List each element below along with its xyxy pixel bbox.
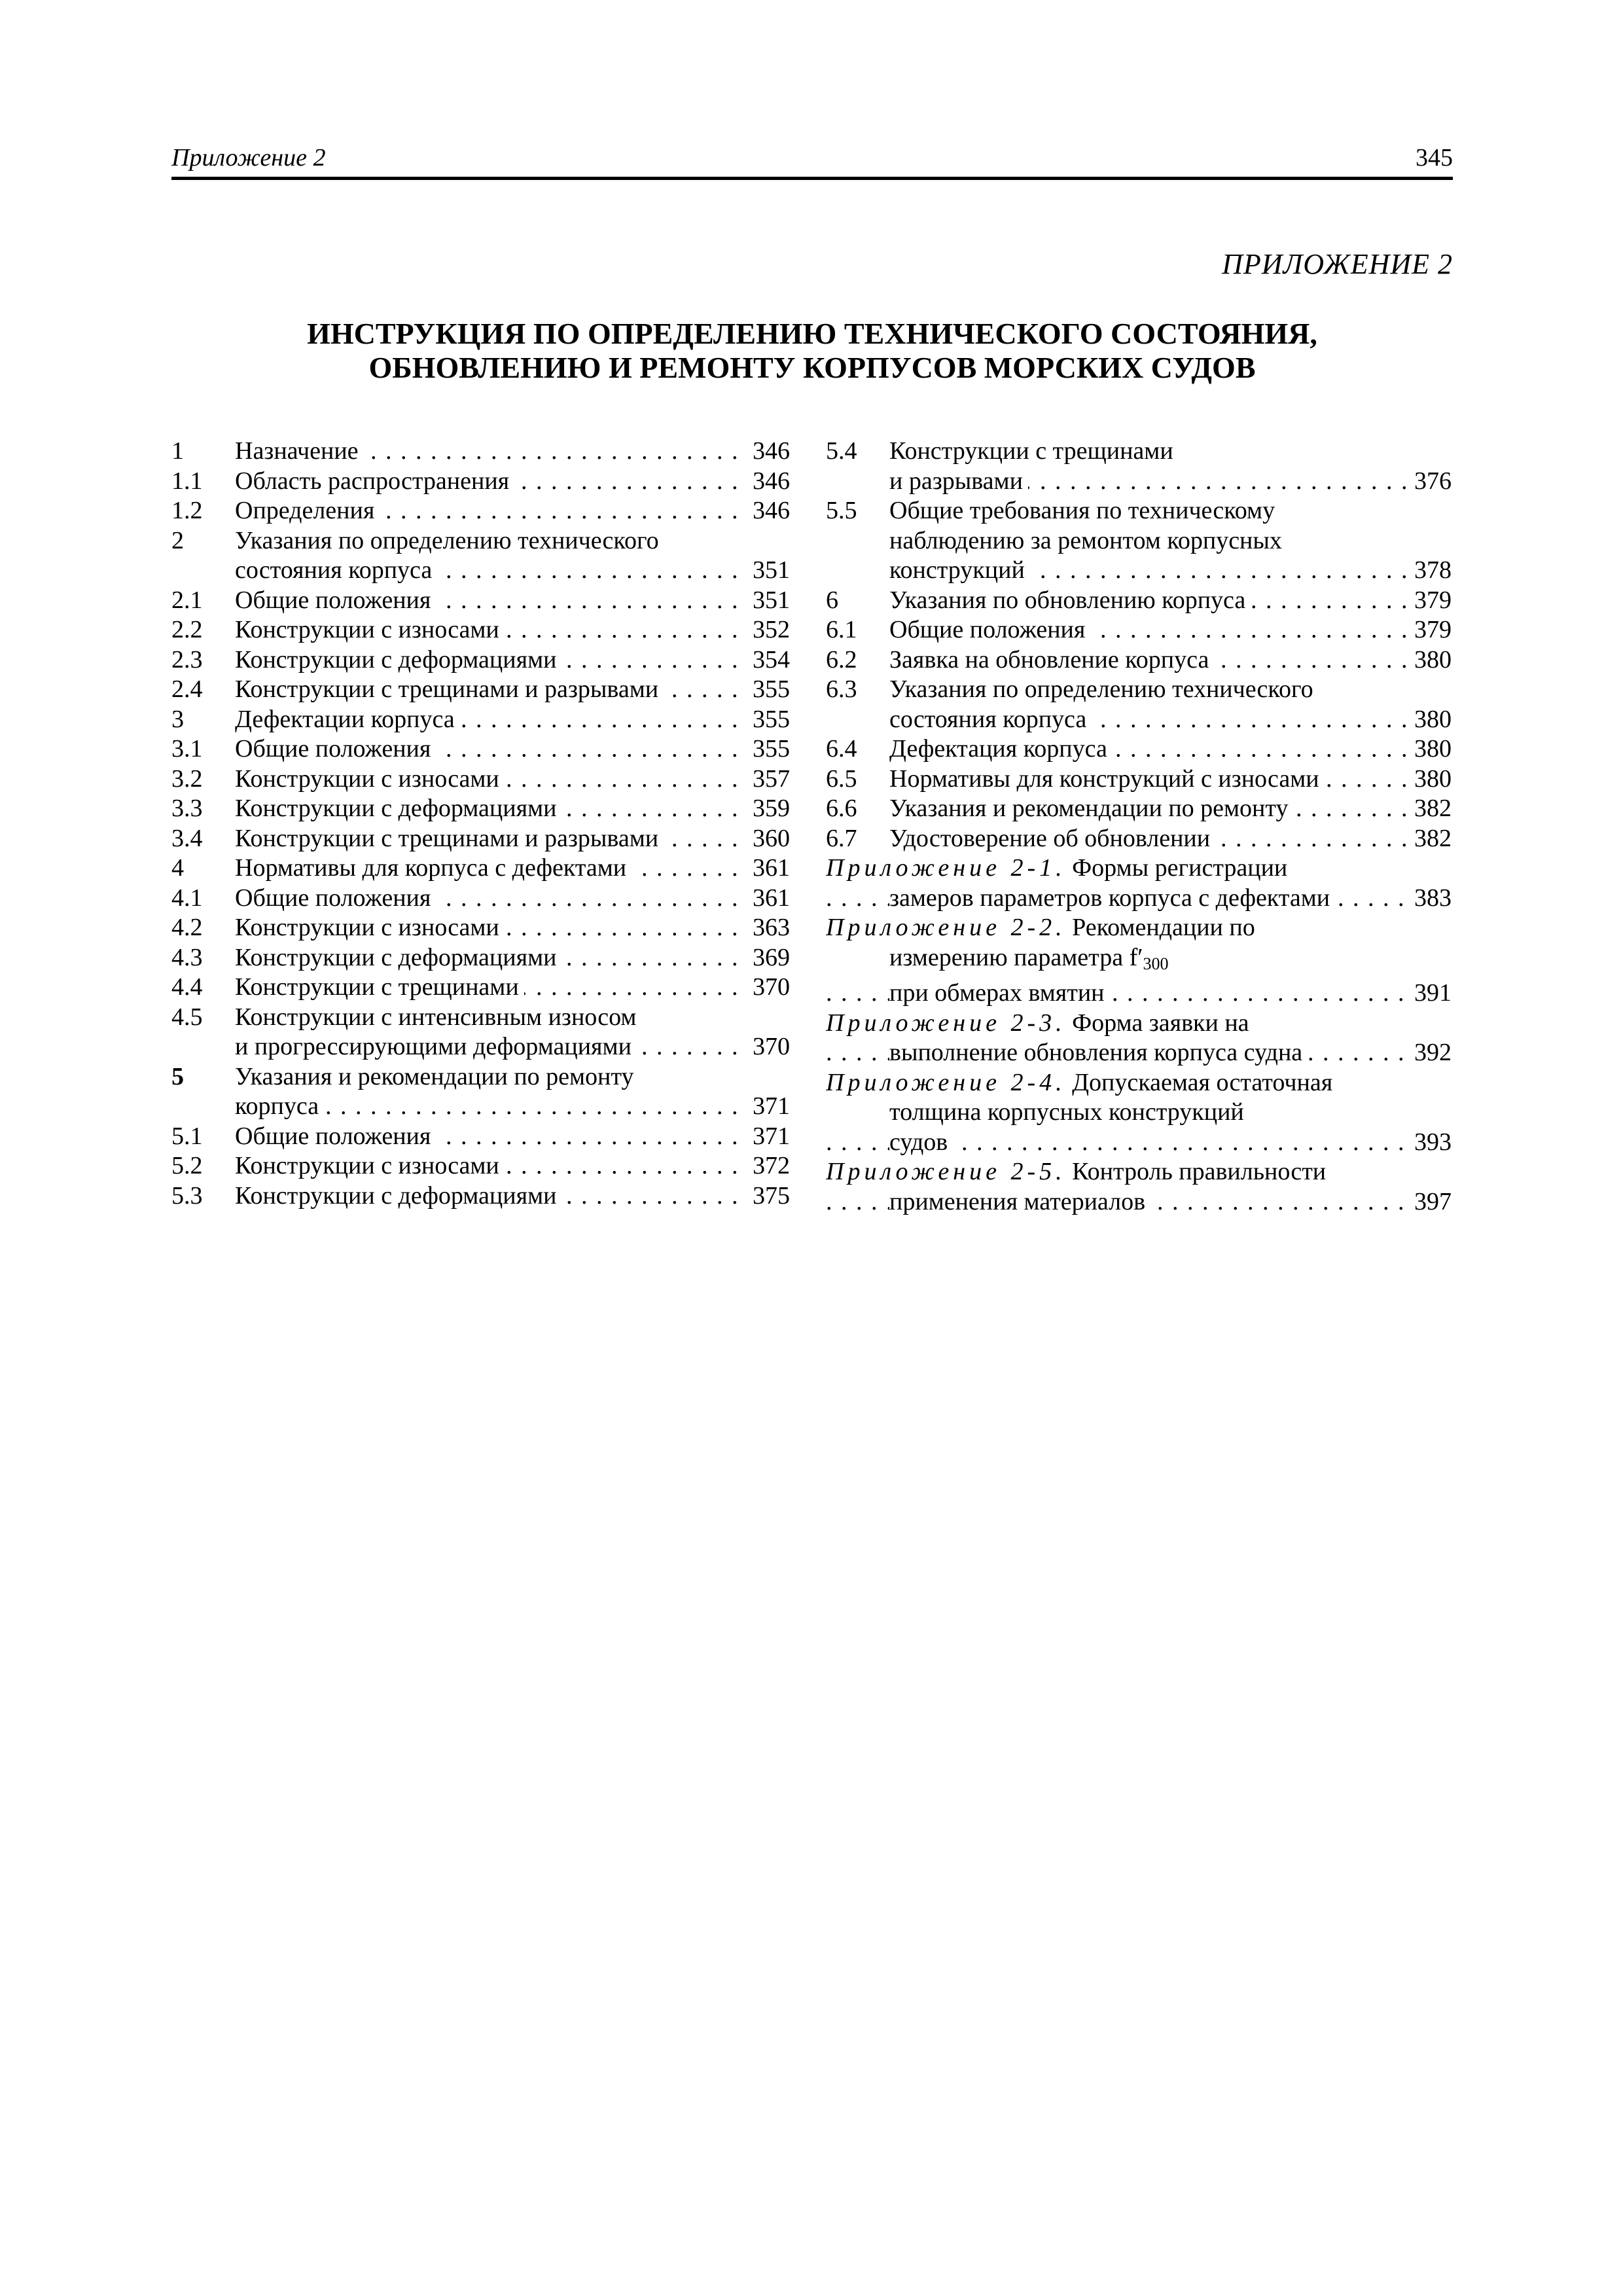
appendix-entry[interactable]	[826, 1009, 1452, 1039]
toc-entry-number: 1.1	[171, 467, 203, 495]
running-header-title: Приложение 2	[171, 144, 326, 171]
appendix-title-line-3: при обмерах вмятин	[889, 979, 1110, 1007]
toc-entry-title	[235, 734, 744, 764]
appendix-entry-title	[826, 978, 1406, 1009]
toc-entry[interactable]	[171, 615, 790, 645]
appendix-entry[interactable]	[826, 853, 1452, 884]
toc-entry[interactable]	[826, 645, 1452, 675]
appendix-entry[interactable]	[826, 913, 1452, 943]
toc-entry-title	[235, 1003, 744, 1033]
toc-entry-title-text: Конструкции с деформациями	[235, 795, 562, 822]
toc-entry[interactable]	[171, 586, 790, 616]
toc-entry-number: 6.6	[826, 795, 857, 822]
toc-entry-number: 6.3	[826, 675, 857, 703]
toc-entry-page: 380	[1414, 764, 1452, 793]
toc-entry[interactable]	[826, 675, 1452, 705]
appendix-entry-continuation[interactable]	[826, 943, 1452, 979]
toc-entry[interactable]	[826, 556, 1452, 586]
toc-entry-title-text: состояния корпуса	[889, 706, 1092, 733]
toc-entry-title	[235, 824, 744, 854]
toc-entry-page: 351	[753, 586, 790, 614]
toc-entry-title	[235, 943, 744, 973]
appendix-lead: Приложение 2-5.	[826, 1158, 1066, 1185]
toc-entry-number: 5.3	[171, 1181, 203, 1210]
toc-entry-title	[235, 1122, 744, 1152]
toc-entry[interactable]	[826, 824, 1452, 854]
toc-entry-page: 355	[753, 705, 790, 733]
toc-entry[interactable]	[171, 645, 790, 675]
toc-entry-number: 2.1	[171, 586, 203, 614]
toc-entry[interactable]	[826, 526, 1452, 556]
toc-entry-title	[235, 764, 744, 795]
toc-entry[interactable]	[171, 973, 790, 1003]
toc-entry-title-text: корпуса	[235, 1092, 324, 1120]
toc-entry-page: 370	[753, 1033, 790, 1060]
toc-entry[interactable]	[171, 913, 790, 943]
appendix-entry-title	[826, 1038, 1406, 1068]
toc-entry-page: 382	[1414, 824, 1452, 852]
toc-entry[interactable]	[826, 764, 1452, 795]
toc-entry-page: 359	[753, 795, 790, 822]
toc-entry[interactable]	[826, 705, 1452, 735]
toc-entry-page: 379	[1414, 586, 1452, 614]
toc-entry-number: 6.4	[826, 735, 857, 762]
toc-entry-page: 360	[753, 824, 790, 852]
toc-entry-page: 379	[1414, 616, 1452, 643]
appendix-entry[interactable]	[826, 1068, 1452, 1098]
toc-entry-page: 382	[1414, 795, 1452, 822]
toc-entry-page: 361	[753, 854, 790, 882]
toc-entry-title-text: Конструкции с износами	[235, 914, 505, 941]
toc-entry[interactable]	[171, 943, 790, 973]
toc-entry-number: 4.2	[171, 914, 203, 941]
toc-entry[interactable]	[826, 586, 1452, 616]
toc-entry-title-text: Указания по обновлению корпуса	[889, 586, 1251, 614]
toc-entry-title	[889, 437, 1406, 467]
toc-entry-title	[235, 1181, 744, 1211]
appendix-title-line-1: Контроль правильности	[1072, 1158, 1327, 1185]
toc-entry[interactable]	[171, 556, 790, 586]
toc-entry-number: 2.3	[171, 645, 203, 673]
toc-entry[interactable]	[171, 437, 790, 467]
toc-entry-title-text: конструкций	[889, 556, 1030, 584]
toc-entry-title	[235, 794, 744, 824]
appendix-title-line-2: измерению параметра $f'_{300}$	[889, 944, 1174, 971]
toc-entry-title-text: Конструкции с деформациями	[235, 1182, 562, 1210]
appendix-page: 391	[1414, 979, 1452, 1007]
toc-entry-title	[889, 586, 1406, 616]
appendix-lead: Приложение 2-1.	[826, 854, 1066, 882]
toc-entry[interactable]	[171, 734, 790, 764]
appendix-entry-title	[826, 884, 1406, 914]
appendix-title-line-3: судов	[889, 1128, 953, 1156]
toc-entry[interactable]	[171, 1092, 790, 1122]
toc-entry-title-text: Заявка на обновление корпуса	[889, 646, 1214, 673]
toc-entry-number: 3.1	[171, 735, 203, 762]
appendix-label: ПРИЛОЖЕНИЕ 2	[1222, 248, 1453, 280]
toc-entry-page: 355	[753, 675, 790, 703]
appendix-title-line-1: Форма заявки на	[1072, 1009, 1249, 1037]
toc-entry[interactable]	[171, 467, 790, 497]
toc-entry-page: 370	[753, 973, 790, 1001]
toc-entry[interactable]	[826, 615, 1452, 645]
toc-entry[interactable]	[826, 437, 1452, 467]
toc-entry-title	[889, 824, 1406, 854]
toc-entry-title	[889, 764, 1406, 795]
toc-entry[interactable]	[171, 675, 790, 705]
toc-entry-title-text: Общие положения	[235, 884, 436, 912]
toc-entry-title	[235, 1092, 744, 1122]
appendix-page: 397	[1414, 1187, 1452, 1215]
toc-entry-number: 4.3	[171, 943, 203, 971]
toc-entry-title-text: Конструкции с трещинами	[889, 437, 1179, 465]
toc-entry-page: 371	[753, 1092, 790, 1120]
toc-entry-title-text: Конструкции с износами	[235, 1152, 505, 1179]
toc-entry-title-text: Удостоверение об обновлении	[889, 825, 1215, 852]
toc-entry-title-text: Указания и рекомендации по ремонту	[235, 1063, 639, 1090]
toc-entry-title	[889, 705, 1406, 735]
appendix-page: 392	[1414, 1039, 1452, 1066]
appendix-lead: Приложение 2-4.	[826, 1068, 1066, 1096]
document-title-line-1: ИНСТРУКЦИЯ ПО ОПРЕДЕЛЕНИЮ ТЕХНИЧЕСКОГО СОСТОЯНИЯ,	[307, 317, 1317, 350]
toc-entry-number: 6	[826, 586, 838, 614]
appendix-title-line-1: Допускаемая остаточная	[1072, 1068, 1333, 1096]
toc-entry[interactable]	[826, 794, 1452, 824]
toc-entry-page: 354	[753, 645, 790, 673]
toc-entry-number: 6.7	[826, 824, 857, 852]
toc-entry-title-text: Общие положения	[235, 1122, 436, 1150]
toc-entry-title-text: Конструкции с износами	[235, 765, 505, 793]
toc-entry-page: 357	[753, 764, 790, 793]
toc-entry-title-text: Общие требования по техническому	[889, 497, 1280, 524]
toc-entry-number: 6.2	[826, 645, 857, 673]
toc-entry-page: 351	[753, 556, 790, 584]
toc-entry-number: 5	[171, 1062, 184, 1090]
appendix-entry-title	[826, 913, 1406, 943]
appendix-entry-title	[826, 1068, 1406, 1098]
appendix-entry[interactable]	[826, 1157, 1452, 1187]
appendix-title-line-2: замеров параметров корпуса с дефектами	[889, 884, 1335, 912]
toc-entry-title	[235, 1062, 744, 1092]
toc-entry-page: 380	[1414, 645, 1452, 673]
appendix-entry-continuation[interactable]	[826, 978, 1452, 1009]
toc-entry-title	[889, 556, 1406, 586]
appendix-entry-continuation[interactable]	[826, 1038, 1452, 1068]
toc-entry[interactable]	[171, 1181, 790, 1211]
toc-entry-title-text: Конструкции с износами	[235, 616, 505, 643]
toc-entry-page: 346	[753, 467, 790, 495]
toc-entry-title	[235, 437, 744, 467]
appendix-entry-title	[826, 853, 1406, 884]
toc-entry-title-text: Дефектация корпуса	[889, 735, 1113, 762]
toc-entry-page: 369	[753, 943, 790, 971]
toc-entry-title-text: наблюдению за ремонтом корпусных	[889, 527, 1287, 554]
appendix-title-line-2: выполнение обновления корпуса судна	[889, 1039, 1308, 1066]
toc-entry-title-text: Указания по определению технического	[235, 527, 664, 554]
appendix-lead: Приложение 2-3.	[826, 1009, 1066, 1037]
toc-entry-title	[235, 853, 744, 884]
toc-entry[interactable]	[171, 496, 790, 526]
toc-entry-title	[889, 526, 1406, 556]
toc-entry-number: 5.1	[171, 1122, 203, 1150]
toc-entry-title	[235, 526, 744, 556]
toc-entry-title	[235, 675, 744, 705]
appendix-title-line-2: применения материалов	[889, 1188, 1150, 1215]
toc-entry-title	[235, 615, 744, 645]
toc-entry-title	[235, 467, 744, 497]
toc-entry-title	[889, 467, 1406, 497]
toc-entry-title	[235, 884, 744, 914]
toc-entry-title-text: Конструкции с трещинами и разрывами	[235, 675, 664, 703]
toc-entry-title-text: Конструкции с интенсивным износом	[235, 1003, 641, 1031]
toc-entry-page: 380	[1414, 735, 1452, 762]
toc-entry-number: 4.4	[171, 973, 203, 1001]
toc-entry-title	[235, 556, 744, 586]
toc-entry-page: 371	[753, 1122, 790, 1150]
toc-entry-title-text: Общие положения	[889, 616, 1090, 643]
toc-entry-number: 5.2	[171, 1152, 203, 1179]
toc-entry-title-text: Определения	[235, 497, 380, 524]
toc-entry-number: 3.3	[171, 795, 203, 822]
appendix-entry-continuation[interactable]	[826, 1128, 1452, 1158]
toc-entry-page: 375	[753, 1181, 790, 1210]
toc-entry[interactable]	[171, 764, 790, 795]
toc-entry-number: 2.4	[171, 675, 203, 703]
toc-entry-title	[889, 675, 1406, 705]
toc-entry-title	[889, 794, 1406, 824]
toc-entry-title-text: Указания по определению технического	[889, 675, 1319, 703]
toc-entry-title	[889, 645, 1406, 675]
appendix-entry-continuation[interactable]	[826, 1187, 1452, 1217]
running-header	[171, 143, 1453, 180]
toc-entry-title-text: Нормативы для конструкций с износами	[889, 765, 1325, 793]
toc-entry-page: 380	[1414, 705, 1452, 733]
toc-entry[interactable]	[171, 705, 790, 735]
toc-entry-page: 363	[753, 914, 790, 941]
toc-entry-number: 5.5	[826, 497, 857, 524]
toc-entry-title-text: Указания и рекомендации по ремонту	[889, 795, 1294, 822]
toc-entry[interactable]	[826, 734, 1452, 764]
toc-entry-page: 378	[1414, 556, 1452, 584]
appendix-entry-title	[826, 943, 1406, 979]
toc-entry-title	[235, 913, 744, 943]
document-title-line-2: ОБНОВЛЕНИЮ И РЕМОНТУ КОРПУСОВ МОРСКИХ СУДОВ	[368, 351, 1256, 384]
toc-entry-title	[889, 496, 1406, 526]
toc-entry-title-text: и прогрессирующими деформациями	[235, 1033, 637, 1060]
toc-entry-title	[235, 1032, 744, 1062]
toc-entry[interactable]	[826, 496, 1452, 526]
toc-entry-number: 3	[171, 705, 184, 733]
appendix-title-line-1: Рекомендации по	[1072, 914, 1255, 941]
toc-entry-title-text: Нормативы для корпуса с дефектами	[235, 854, 632, 882]
toc-entry-title	[235, 586, 744, 616]
toc-entry-title-text: Общие положения	[235, 586, 436, 614]
toc-entry-title-text: Общие положения	[235, 735, 436, 762]
toc-right-column	[826, 437, 1452, 1217]
toc-entry-title-text: Конструкции с деформациями	[235, 944, 562, 971]
toc-entry-page: 361	[753, 884, 790, 912]
toc-entry-number: 6.1	[826, 616, 857, 643]
toc-entry-number: 3.2	[171, 764, 203, 793]
toc-entry[interactable]	[171, 1122, 790, 1152]
appendix-subscript: 300	[1143, 954, 1169, 973]
toc-entry[interactable]	[171, 1062, 790, 1092]
toc-entry-number: 1	[171, 437, 184, 465]
toc-left-column	[171, 437, 790, 1211]
appendix-entry-title	[826, 1157, 1406, 1187]
appendix-title-line-2: толщина корпусных конструкций	[889, 1098, 1249, 1126]
appendix-entry-title	[826, 1009, 1406, 1039]
appendix-entry-continuation[interactable]	[826, 884, 1452, 914]
appendix-entry-continuation[interactable]	[826, 1098, 1452, 1128]
document-title	[171, 317, 1453, 385]
toc-entry[interactable]	[171, 884, 790, 914]
toc-entry-number: 4	[171, 854, 184, 882]
toc-entry-number: 2	[171, 526, 184, 554]
toc-entry-title	[235, 496, 744, 526]
appendix-page: 393	[1414, 1128, 1452, 1156]
toc-entry-page: 346	[753, 497, 790, 524]
toc-entry-number: 6.5	[826, 764, 857, 793]
toc-entry-number: 3.4	[171, 824, 203, 852]
toc-entry-page: 372	[753, 1152, 790, 1179]
page-number: 345	[1416, 144, 1453, 171]
toc-entry-title-text: Конструкции с деформациями	[235, 646, 562, 673]
toc-entry-number: 4.5	[171, 1003, 203, 1031]
toc-entry-title	[235, 1151, 744, 1181]
toc-entry-title	[235, 973, 744, 1003]
toc-entry-title	[889, 615, 1406, 645]
toc-entry-page: 376	[1414, 467, 1452, 495]
toc-entry[interactable]	[171, 824, 790, 854]
toc-entry[interactable]	[171, 1151, 790, 1181]
toc-entry-title-text: Область распространения	[235, 467, 514, 495]
toc-entry-title-text: Назначение	[235, 437, 364, 465]
toc-entry-number: 2.2	[171, 616, 203, 643]
toc-entry-number: 1.2	[171, 497, 203, 524]
toc-entry[interactable]	[171, 853, 790, 884]
appendix-entry-title	[826, 1098, 1406, 1128]
toc-entry-title-text: состояния корпуса	[235, 556, 437, 584]
toc-entry-title-text: и разрывами	[889, 467, 1028, 495]
toc-entry-title-text: Конструкции с трещинами	[235, 973, 524, 1001]
toc-entry-title	[235, 645, 744, 675]
toc-entry[interactable]	[171, 794, 790, 824]
toc-entry-number: 5.4	[826, 437, 857, 465]
toc-entry-title	[889, 734, 1406, 764]
toc-entry[interactable]	[826, 467, 1452, 497]
appendix-entry-title	[826, 1187, 1406, 1217]
toc-entry[interactable]	[171, 1003, 790, 1033]
appendix-entry-title	[826, 1128, 1406, 1158]
toc-entry-title-text: Конструкции с трещинами и разрывами	[235, 825, 664, 852]
toc-entry-page: 355	[753, 735, 790, 762]
appendix-lead: Приложение 2-2.	[826, 914, 1066, 941]
appendix-title-line-1: Формы регистрации	[1072, 854, 1288, 882]
toc-entry-page: 352	[753, 616, 790, 643]
toc-entry-page: 346	[753, 437, 790, 465]
toc-entry-title-text: Дефектации корпуса	[235, 706, 460, 733]
appendix-page: 383	[1414, 884, 1452, 912]
toc-entry-title	[235, 705, 744, 735]
toc-entry[interactable]	[171, 526, 790, 556]
toc-entry[interactable]	[171, 1032, 790, 1062]
toc-entry-number: 4.1	[171, 884, 203, 912]
